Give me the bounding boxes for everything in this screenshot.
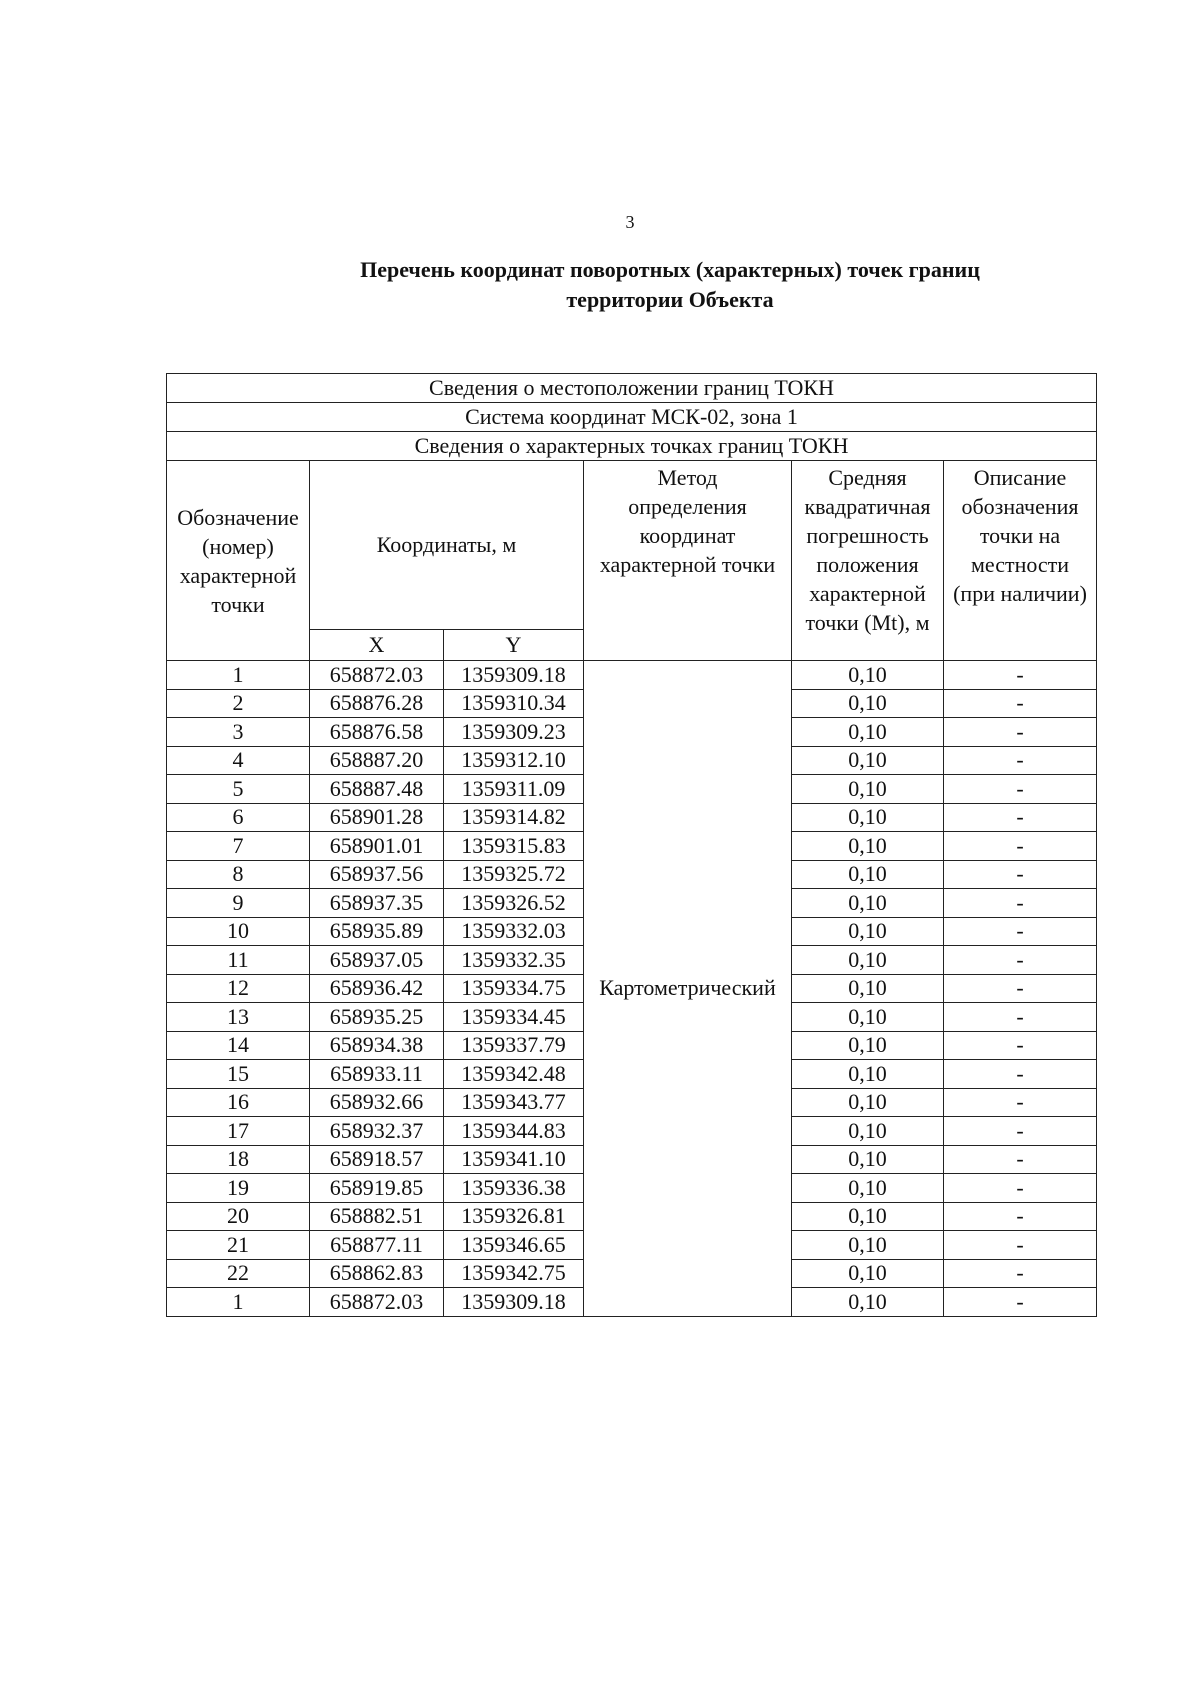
mt-value: 0,10 xyxy=(792,974,944,1003)
point-number: 1 xyxy=(167,661,310,690)
col-header-y: Y xyxy=(444,630,584,661)
coord-y: 1359325.72 xyxy=(444,860,584,889)
header-points-info: Сведения о характерных точках границ ТОКН xyxy=(167,432,1097,461)
point-number: 7 xyxy=(167,832,310,861)
header-location: Сведения о местоположении границ ТОКН xyxy=(167,374,1097,403)
mt-value: 0,10 xyxy=(792,889,944,918)
mt-value: 0,10 xyxy=(792,1145,944,1174)
coord-y: 1359334.75 xyxy=(444,974,584,1003)
point-description: - xyxy=(944,775,1097,804)
point-description: - xyxy=(944,689,1097,718)
point-number: 22 xyxy=(167,1259,310,1288)
mt-value: 0,10 xyxy=(792,917,944,946)
error-line: квадратичная xyxy=(804,494,931,519)
col-header-method xyxy=(584,461,792,661)
coord-x: 658882.51 xyxy=(310,1202,444,1231)
point-number: 8 xyxy=(167,860,310,889)
method-line: Метод xyxy=(657,465,718,490)
mt-value: 0,10 xyxy=(792,1174,944,1203)
mt-value: 0,10 xyxy=(792,1202,944,1231)
point-description: - xyxy=(944,1145,1097,1174)
col-header-x: X xyxy=(310,630,444,661)
error-line: характерной xyxy=(809,581,926,606)
coord-y: 1359334.45 xyxy=(444,1003,584,1032)
description-line: (при наличии) xyxy=(953,581,1087,606)
point-number: 11 xyxy=(167,946,310,975)
coord-x: 658872.03 xyxy=(310,1288,444,1317)
method-line: определения xyxy=(628,494,747,519)
mt-value: 0,10 xyxy=(792,832,944,861)
designation-line: (номер) xyxy=(202,533,274,559)
coord-x: 658935.25 xyxy=(310,1003,444,1032)
coord-x: 658876.28 xyxy=(310,689,444,718)
mt-value: 0,10 xyxy=(792,661,944,690)
mt-value: 0,10 xyxy=(792,860,944,889)
coord-y: 1359326.52 xyxy=(444,889,584,918)
point-description: - xyxy=(944,889,1097,918)
coord-y: 1359326.81 xyxy=(444,1202,584,1231)
coord-y: 1359344.83 xyxy=(444,1117,584,1146)
point-description: - xyxy=(944,974,1097,1003)
coord-x: 658901.28 xyxy=(310,803,444,832)
page-number: 3 xyxy=(625,212,635,232)
table-row xyxy=(167,661,1097,690)
coord-y: 1359343.77 xyxy=(444,1088,584,1117)
mt-value: 0,10 xyxy=(792,946,944,975)
title-line-2: территории Объекта xyxy=(566,287,774,312)
coord-x: 658877.11 xyxy=(310,1231,444,1260)
coord-y: 1359315.83 xyxy=(444,832,584,861)
point-description: - xyxy=(944,832,1097,861)
method-cell: Картометрический xyxy=(584,661,792,1317)
coord-x: 658937.05 xyxy=(310,946,444,975)
point-description: - xyxy=(944,746,1097,775)
coordinates-table xyxy=(166,373,1097,1317)
col-header-designation xyxy=(167,461,310,661)
point-number: 17 xyxy=(167,1117,310,1146)
coord-x: 658936.42 xyxy=(310,974,444,1003)
coord-y: 1359310.34 xyxy=(444,689,584,718)
coord-x: 658932.37 xyxy=(310,1117,444,1146)
point-number: 13 xyxy=(167,1003,310,1032)
mt-value: 0,10 xyxy=(792,1031,944,1060)
coord-x: 658887.20 xyxy=(310,746,444,775)
error-line: Средняя xyxy=(828,465,907,490)
point-description: - xyxy=(944,1288,1097,1317)
description-line: точки на xyxy=(979,523,1061,548)
header-coordinate-system: Система координат МСК-02, зона 1 xyxy=(167,403,1097,432)
coord-x: 658933.11 xyxy=(310,1060,444,1089)
point-number: 6 xyxy=(167,803,310,832)
coord-x: 658932.66 xyxy=(310,1088,444,1117)
description-line: местности xyxy=(970,552,1070,577)
point-description: - xyxy=(944,1117,1097,1146)
mt-value: 0,10 xyxy=(792,803,944,832)
point-description: - xyxy=(944,1174,1097,1203)
point-number: 3 xyxy=(167,718,310,747)
point-description: - xyxy=(944,946,1097,975)
point-number: 1 xyxy=(167,1288,310,1317)
coord-y: 1359342.75 xyxy=(444,1259,584,1288)
title-line-1: Перечень координат поворотных (характерных) точек границ xyxy=(360,257,980,282)
point-number: 20 xyxy=(167,1202,310,1231)
point-number: 10 xyxy=(167,917,310,946)
coord-y: 1359312.10 xyxy=(444,746,584,775)
coord-y: 1359336.38 xyxy=(444,1174,584,1203)
mt-value: 0,10 xyxy=(792,746,944,775)
error-line: погрешность xyxy=(806,523,929,548)
col-header-error xyxy=(792,461,944,661)
coord-y: 1359311.09 xyxy=(444,775,584,804)
point-number: 18 xyxy=(167,1145,310,1174)
coord-x: 658862.83 xyxy=(310,1259,444,1288)
point-description: - xyxy=(944,1031,1097,1060)
method-line: координат xyxy=(639,523,736,548)
point-number: 2 xyxy=(167,689,310,718)
coord-y: 1359332.03 xyxy=(444,917,584,946)
mt-value: 0,10 xyxy=(792,1231,944,1260)
coord-x: 658918.57 xyxy=(310,1145,444,1174)
coord-y: 1359309.18 xyxy=(444,1288,584,1317)
coord-y: 1359341.10 xyxy=(444,1145,584,1174)
point-description: - xyxy=(944,917,1097,946)
coord-x: 658887.48 xyxy=(310,775,444,804)
point-number: 12 xyxy=(167,974,310,1003)
point-description: - xyxy=(944,1060,1097,1089)
point-description: - xyxy=(944,1231,1097,1260)
mt-value: 0,10 xyxy=(792,1259,944,1288)
mt-value: 0,10 xyxy=(792,1117,944,1146)
designation-line: точки xyxy=(211,591,265,617)
coord-y: 1359309.18 xyxy=(444,661,584,690)
point-description: - xyxy=(944,803,1097,832)
point-description: - xyxy=(944,1003,1097,1032)
point-number: 16 xyxy=(167,1088,310,1117)
coord-x: 658872.03 xyxy=(310,661,444,690)
point-description: - xyxy=(944,860,1097,889)
coord-y: 1359314.82 xyxy=(444,803,584,832)
mt-value: 0,10 xyxy=(792,718,944,747)
point-description: - xyxy=(944,661,1097,690)
coord-x: 658901.01 xyxy=(310,832,444,861)
point-number: 4 xyxy=(167,746,310,775)
coord-x: 658937.35 xyxy=(310,889,444,918)
mt-value: 0,10 xyxy=(792,1003,944,1032)
method-line: характерной точки xyxy=(599,552,776,577)
error-line: положения xyxy=(816,552,919,577)
coord-y: 1359342.48 xyxy=(444,1060,584,1089)
coord-x: 658919.85 xyxy=(310,1174,444,1203)
coord-y: 1359332.35 xyxy=(444,946,584,975)
col-header-description xyxy=(944,461,1097,661)
coord-y: 1359309.23 xyxy=(444,718,584,747)
coord-x: 658876.58 xyxy=(310,718,444,747)
point-number: 9 xyxy=(167,889,310,918)
mt-value: 0,10 xyxy=(792,689,944,718)
point-number: 19 xyxy=(167,1174,310,1203)
point-description: - xyxy=(944,718,1097,747)
point-description: - xyxy=(944,1259,1097,1288)
mt-value: 0,10 xyxy=(792,775,944,804)
point-description: - xyxy=(944,1088,1097,1117)
description-line: обозначения xyxy=(961,494,1079,519)
point-description: - xyxy=(944,1202,1097,1231)
point-number: 15 xyxy=(167,1060,310,1089)
coord-x: 658934.38 xyxy=(310,1031,444,1060)
designation-line: Обозначение xyxy=(177,504,299,530)
point-number: 5 xyxy=(167,775,310,804)
coord-x: 658935.89 xyxy=(310,917,444,946)
col-header-coordinates: Координаты, м xyxy=(310,461,584,630)
mt-value: 0,10 xyxy=(792,1288,944,1317)
mt-value: 0,10 xyxy=(792,1088,944,1117)
coord-y: 1359337.79 xyxy=(444,1031,584,1060)
designation-line: характерной xyxy=(179,562,297,588)
document-title xyxy=(280,255,1060,315)
mt-value: 0,10 xyxy=(792,1060,944,1089)
coord-y: 1359346.65 xyxy=(444,1231,584,1260)
error-line: точки (Mt), м xyxy=(805,610,930,635)
point-number: 14 xyxy=(167,1031,310,1060)
coord-x: 658937.56 xyxy=(310,860,444,889)
description-line: Описание xyxy=(973,465,1067,490)
point-number: 21 xyxy=(167,1231,310,1260)
